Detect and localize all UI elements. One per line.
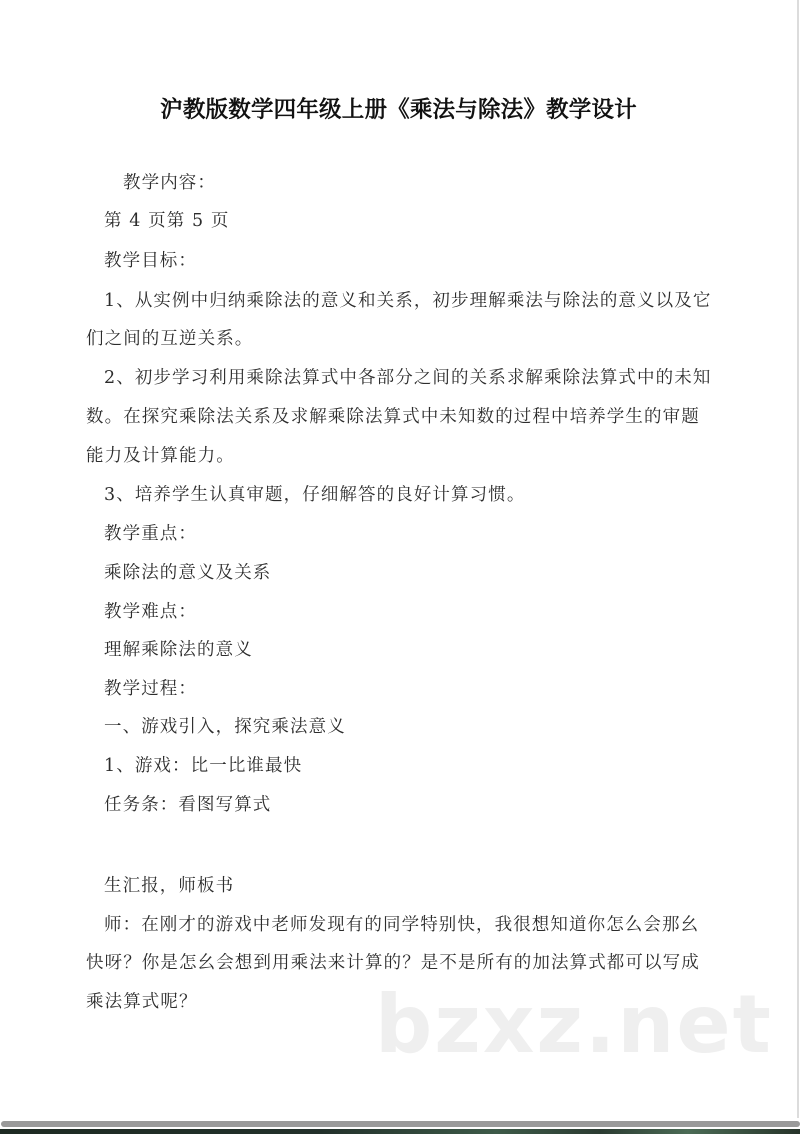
section-label-key-points: 教学重点： bbox=[104, 524, 197, 544]
document-title: 沪教版数学四年级上册《乘法与除法》教学设计 bbox=[160, 97, 637, 123]
watermark: bzxz.net bbox=[375, 978, 773, 1071]
subsection-heading: 一、游戏引入，探究乘法意义 bbox=[104, 717, 346, 737]
desktop-background bbox=[0, 1129, 800, 1134]
objective-1-continued: 们之间的互逆关系。 bbox=[86, 329, 254, 349]
paragraph: 理解乘除法的意义 bbox=[104, 640, 253, 660]
paragraph: 1、游戏：比一比谁最快 bbox=[104, 756, 303, 776]
section-label-content: 教学内容： bbox=[123, 173, 216, 193]
paragraph: 生汇报，师板书 bbox=[104, 876, 235, 896]
horizontal-scrollbar-thumb[interactable] bbox=[1, 1121, 800, 1127]
teacher-dialogue: 师：在刚才的游戏中老师发现有的同学特别快，我很想知道你怎么会那幺 bbox=[104, 915, 700, 935]
section-label-objectives: 教学目标： bbox=[104, 251, 197, 271]
horizontal-scrollbar[interactable] bbox=[0, 1118, 800, 1129]
objective-1: 1、从实例中归纳乘除法的意义和关系，初步理解乘法与除法的意义以及它 bbox=[104, 291, 712, 311]
objective-3: 3、培养学生认真审题，仔细解答的良好计算习惯。 bbox=[104, 485, 526, 505]
teacher-dialogue-continued: 乘法算式呢？ bbox=[86, 992, 198, 1012]
objective-2-continued: 数。在探究乘除法关系及求解乘除法算式中未知数的过程中培养学生的审题 bbox=[86, 407, 700, 427]
section-label-process: 教学过程： bbox=[104, 679, 197, 699]
teacher-dialogue-continued: 快呀？你是怎幺会想到用乘法来计算的？是不是所有的加法算式都可以写成 bbox=[86, 953, 700, 973]
objective-2: 2、初步学习利用乘除法算式中各部分之间的关系求解乘除法算式中的未知 bbox=[104, 368, 712, 388]
section-label-difficulties: 教学难点： bbox=[104, 602, 197, 622]
paragraph: 任务条：看图写算式 bbox=[104, 795, 272, 815]
paragraph: 第 4 页第 5 页 bbox=[104, 211, 230, 231]
paragraph: 乘除法的意义及关系 bbox=[104, 563, 272, 583]
objective-2-continued: 能力及计算能力。 bbox=[86, 446, 235, 466]
